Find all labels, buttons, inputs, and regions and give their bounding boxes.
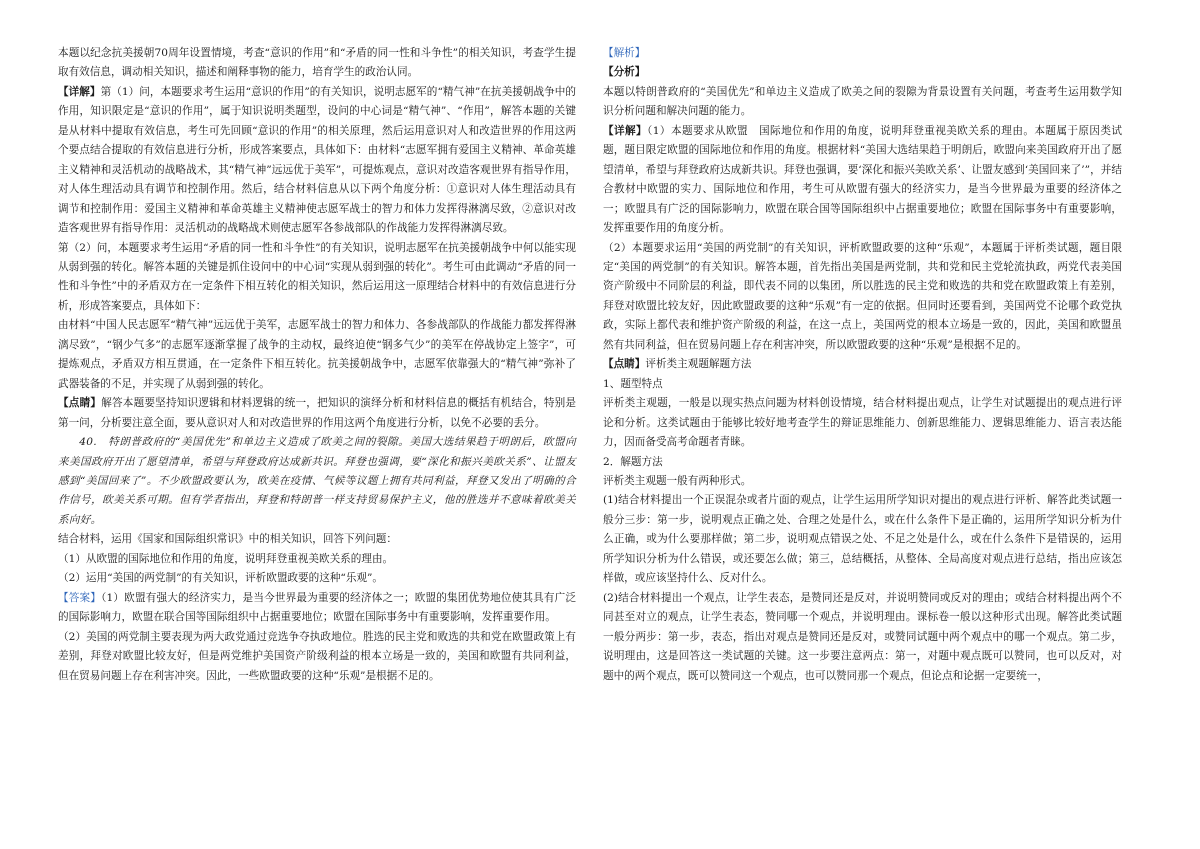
tip-paragraph: 【点睛】解答本题要坚持知识逻辑和材料逻辑的统一，把知识的演绎分析和材料信息的概括有机结合，特别是第一问，分析要注意全面，要从意识对人和对改造世界的作用这两个角度进行分析，以免不必要的丢分。: [58, 397, 576, 429]
method-heading: 【点睛】评析类主观题解题方法: [603, 358, 752, 371]
detail-q1-paragraph: 【详解】第（1）问，本题要求考生运用“意识的作用”的有关知识，说明志愿军的“精气神”在抗美援朝战争中的作用，知识限定是“意识的作用”，属于知识说明类题型，设问的中心词是“精气神”、“作用”，解答本题的关键是从材料中提取有效信息，考生可先回顾“意识的作用”的相关原理，然后运用意识对人和改造世界的作用这两个要点结合提取的有效信息进行分析，形成答案要点，具体如下：由材料“志愿军拥有爱国主义精神、革命英雄主义精神和灵活机动的战略战术，其“精气神”远远优于美军”，可提炼观点，意识对改造客观世界有指导作用，对人体生理活动具有调节和控制作用。然后，结合材料信息从以下两个角度分析：①意识对人体生理活动具有调节和控制作用：爱国主义精神和革命英雄主义精神使志愿军战士的智力和体力发挥得淋漓尽致，②意识对改造客观世界有指导作用：灵活机动的战略战术则使志愿军各参战部队的作战能力发挥得淋漓尽致。: [58, 85, 576, 235]
analysis-heading: 【解析】: [603, 47, 646, 59]
left-column: [58, 44, 576, 686]
method-form-2: (2)结合材料提出一个观点，让学生表态，是赞同还是反对，并说明赞同或反对的理由；或结合材料提出两个不同甚至对立的观点，让学生表态，赞同哪一个观点，并说明理由。课标卷一般以这种形式出现。解答此类试题一般分两步：第一步，表态，指出对观点是赞同还是反对，或赞同试题中两个观点中的哪一个观点。第二步，说明理由，这是回答这一类试题的关键。这一步要注意两点：第一，对题中观点既可以赞同，也可以反对，对题中的两个观点，既可以赞同这一个观点，也可以赞同那一个观点，但论点和论据一定要统一，: [603, 591, 1122, 682]
fenxi-paragraph: 本题以特朗普政府的“美国优先”和单边主义造成了欧美之间的裂隙为背景设置有关问题，考查考生运用数学知识分析问题和解决问题的能力。: [603, 85, 1122, 118]
detail-answer-1: 【详解】（1）本题要求从欧盟 国际地位和作用的角度，说明拜登重视美欧关系的理由。本题属于原因类试题，题目限定欧盟的国际地位和作用的角度。根据材料“美国大选结果趋于明朗后，欧盟向来美国政府开出了愿望清单，希望与拜登政府达成新共识。拜登也强调，要‘深化和振兴美欧关系’、让盟友感到‘美国回来了’”，并结合教材中欧盟的实力、国际地位和作用，考生可从欧盟有强大的经济实力，是当今世界最为重要的经济体之一；欧盟具有广泛的国际影响力，欧盟在联合国等国际组织中占据重要地位；欧盟在国际事务中有重要影响，发挥重要作用的角度分析。: [603, 124, 1123, 235]
section-2-title: 2．解题方法: [603, 455, 663, 468]
answer-tag: 【答案】: [58, 591, 102, 604]
right-column: [603, 44, 1122, 686]
answer-2: （2）美国的两党制主要表现为两大政党通过竞选争夺执政地位。胜选的民主党和败选的共和党在欧盟政策上有差别，拜登对欧盟比较友好，但是两党维护美国资产阶级利益的根本立场是一致的，美国和欧盟有共同利益，但在贸易问题上存在利害冲突。因此，一些欧盟政要的这种“乐观”是根据不足的。: [58, 630, 576, 682]
detail-answer-2: （2）本题要求运用“美国的两党制”的有关知识，评析欧盟政要的这种“乐观”，本题属于评析类试题，题目限定“美国的两党制”的有关知识。解答本题，首先指出美国是两党制，共和党和民主党轮流执政，两党代表美国资产阶级中不同阶层的利益，即代表不同的以集团，所以胜选的民主党和败选的共和党在欧盟政策上有差别，拜登对欧盟比较友好，因此欧盟政要的这种“乐观”有一定的依据。但同时还要看到，美国两党不论哪个政党执政，实际上都代表和维护资产阶级的利益，在这一点上，美国两党的根本立场是一致的，因此，美国和欧盟虽然有共同利益，但在贸易问题上存在利害冲突，所以欧盟政要的这种“乐观”是根据不足的。: [603, 241, 1122, 351]
question-40-material: 40. 特朗普政府的“美国优先”和单边主义造成了欧美之间的裂隙。美国大选结果趋于明朗后，欧盟向来美国政府开出了愿望清单，希望与拜登政府达成新共识。拜登也强调，要“深化和振兴美欧关系”、让盟友感到“美国回来了”。不少欧盟政要认为，欧美在疫情、气候等议题上拥有共同利益，拜登又发出了明确的合作信号，欧美关系可期。但有学者指出，拜登和特朗普一样支持贸易保护主义，他的胜选并不意味着欧美关系向好。: [58, 436, 576, 526]
question-1: （1）从欧盟的国际地位和作用的角度，说明拜登重视美欧关系的理由。: [58, 552, 394, 565]
question-2: （2）运用“美国的两党制”的有关知识，评析欧盟政要的这种“乐观”。: [58, 572, 384, 585]
method-form-1: (1)结合材料提出一个正误混杂或者片面的观点，让学生运用所学知识对提出的观点进行评析、解答此类试题一般分三步：第一步，说明观点正确之处、合理之处是什么，或在什么条件下是正确的，运用所学知识分析为什么正确，或为什么要那样做；第二步，说明观点错误之处、不足之处是什么，或在什么条件下是错误的，运用所学知识分析为什么错误，或还要怎么做；第三，总结概括，从整体、全局高度对观点进行总结，指出应该怎样做，或应该坚持什么、反对什么。: [603, 494, 1122, 585]
question-prompt: 结合材料，运用《国家和国际组织常识》中的相关知识，回答下列问题：: [58, 533, 397, 546]
fenxi-heading: 【分析】: [603, 66, 646, 79]
section-2-intro: 评析类主观题一般有两种形式。: [603, 474, 752, 487]
detail-tag: 【详解】: [603, 124, 648, 137]
tip-tag: 【点睛】: [603, 358, 646, 371]
intro-paragraph: 本题以纪念抗美援朝70周年设置情境，考查“意识的作用”和“矛盾的同一性和斗争性”的相关知识，考查学生提取有效信息，调动相关知识，描述和阐释事物的能力，培育学生的政治认同。: [58, 47, 576, 79]
detail-tag: 【详解】: [58, 85, 101, 98]
tip-tag: 【点睛】: [58, 397, 102, 410]
section-1-body: 评析类主观题，一般是以现实热点问题为材料创设情境，结合材料提出观点，让学生对试题提出的观点进行评论和分析。这类试题由于能够比较好地考查学生的辩证思维能力、创新思维能力、逻辑思维能力、语言表达能力，因而备受高考命题者青睐。: [603, 397, 1122, 449]
detail-q2-paragraph: 第（2）问，本题要求考生运用“矛盾的同一性和斗争性”的有关知识，说明志愿军在抗美援朝战争中何以能实现从弱到强的转化。解答本题的关键是抓住设问中的中心词“实现从弱到强的转化”。考生可由此调动“矛盾的同一性和斗争性”中的矛盾双方在一定条件下相互转化的相关知识，然后运用这一原理结合材料中的有效信息进行分析，形成答案要点，具体如下：: [58, 241, 576, 312]
material-analysis-paragraph: 由材料“中国人民志愿军“精气神”远远优于美军，志愿军战士的智力和体力、各参战部队的作战能力都发挥得淋漓尽致”，“钢少气多”的志愿军逐渐掌握了战争的主动权，最终迫使“钢多气少”的美军在停战协定上签字”，可提炼观点，矛盾双方相互贯通，在一定条件下相互转化。抗美援朝战争中，志愿军依靠强大的“精气神”弥补了武器装备的不足，并实现了从弱到强的转化。: [58, 319, 576, 390]
answer-1: 【答案】（1）欧盟有强大的经济实力，是当今世界最为重要的经济体之一；欧盟的集团优势地位使其具有广泛的国际影响力，欧盟在联合国等国际组织中占据重要地位；欧盟在国际事务中有重要影响，发挥重要作用。: [58, 591, 576, 624]
section-1-title: 1、题型特点: [603, 377, 663, 390]
